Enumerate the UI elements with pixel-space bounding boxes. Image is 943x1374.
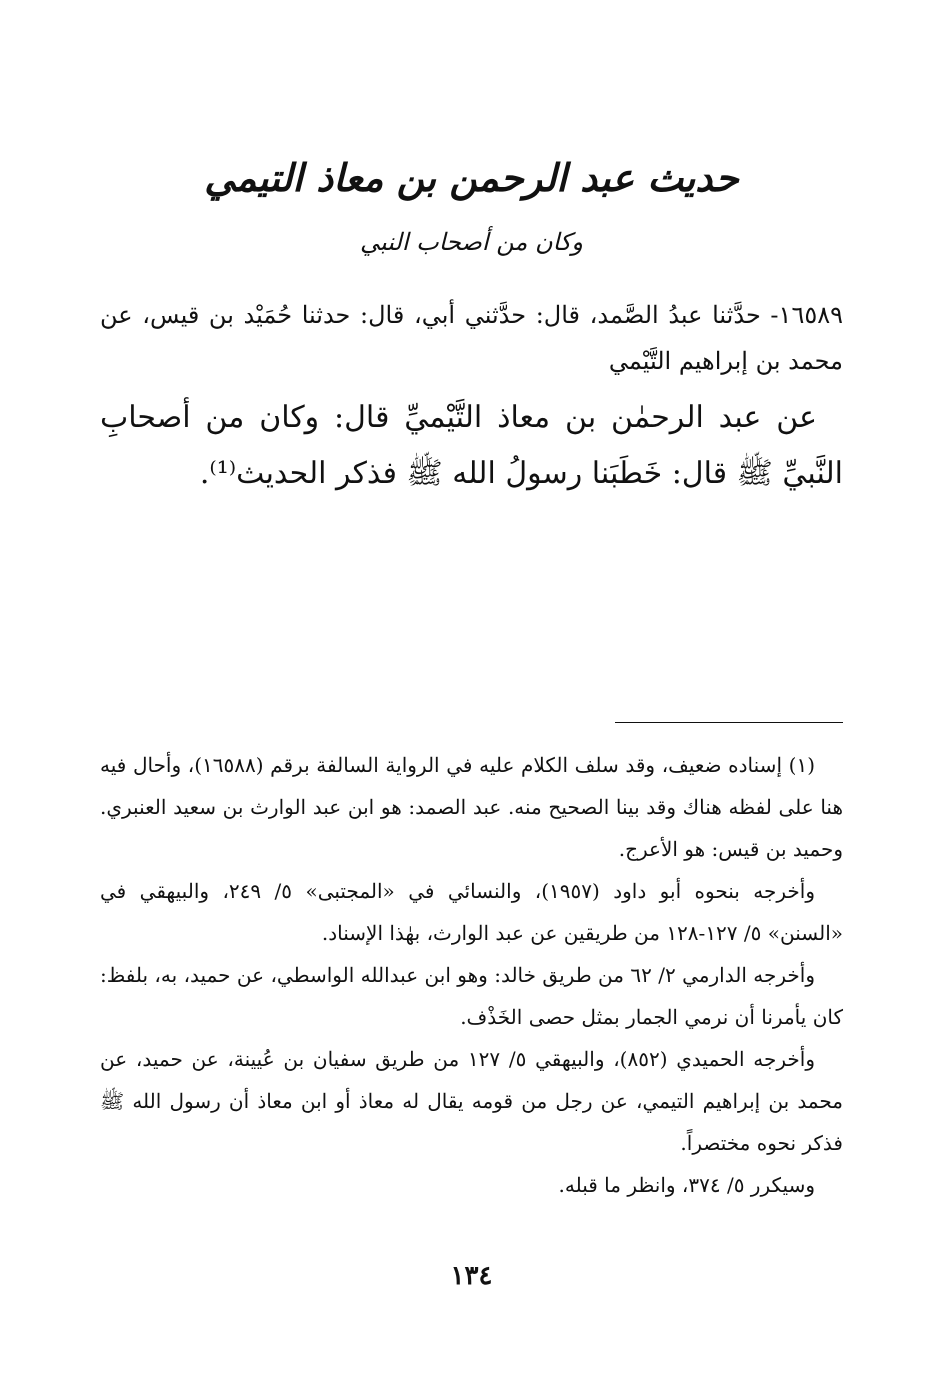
footnote-paragraph: وأخرجه بنحوه أبو داود (١٩٥٧)، والنسائي في «المجتبى» ٥/ ٢٤٩، والبيهقي في «السنن» ٥/ ١٢٧-١٢٨ من طريقين عن عبد الوارث، بهٰذا الإسناد. (100, 879, 843, 945)
page-number: ١٣٤ (450, 1261, 493, 1291)
footnote-paragraph: وأخرجه الدارمي ٢/ ٦٢ من طريق خالد: وهو ابن عبدالله الواسطي، عن حميد، به، بلفظ: كان يأمرنا أن نرمي الجمار بمثل حصى الخَذْف. (100, 963, 843, 1029)
footnote-paragraph: (١) إسناده ضعيف، وقد سلف الكلام عليه في الرواية السالفة برقم (١٦٥٨٨)، وأحال فيه هنا على لفظه هناك وقد بينا الصحيح منه. عبد الصمد: هو ابن عبد الوارث بن سعيد العنبري. وحميد بن قيس: هو الأعرج. (100, 753, 843, 861)
footnotes-section (100, 744, 843, 1206)
chapter-title: حديث عبد الرحمن بن معاذ التيمي (204, 155, 739, 200)
hadith-matn: عن عبد الرحمٰن بن معاذ التَّيْميِّ قال: وكان من أصحابِ النَّبيِّ ﷺ قال: خَطَبَنا رسولُ الله ﷺ فذكر الحديث⁽¹⁾. (100, 400, 843, 491)
footnote-divider (615, 722, 843, 723)
footnote-paragraph: وأخرجه الحميدي (٨٥٢)، والبيهقي ٥/ ١٢٧ من طريق سفيان بن عُيينة، عن حميد، عن محمد بن إبراهيم التيمي، عن رجل من قومه يقال له معاذ أو ابن معاذ أن رسول الله ﷺ فذكر نحوه مختصراً. (100, 1047, 843, 1155)
footnote-paragraph: وسيكرر ٥/ ٣٧٤، وانظر ما قبله. (558, 1173, 815, 1197)
chapter-subtitle: وكان من أصحاب النبي (360, 228, 583, 256)
hadith-isnad: ١٦٥٨٩- حدَّثنا عبدُ الصَّمد، قال: حدَّثني أبي، قال: حدثنا حُمَيْد بن قيس، عن محمد بن إبراهيم التَّيْمي (100, 301, 843, 375)
